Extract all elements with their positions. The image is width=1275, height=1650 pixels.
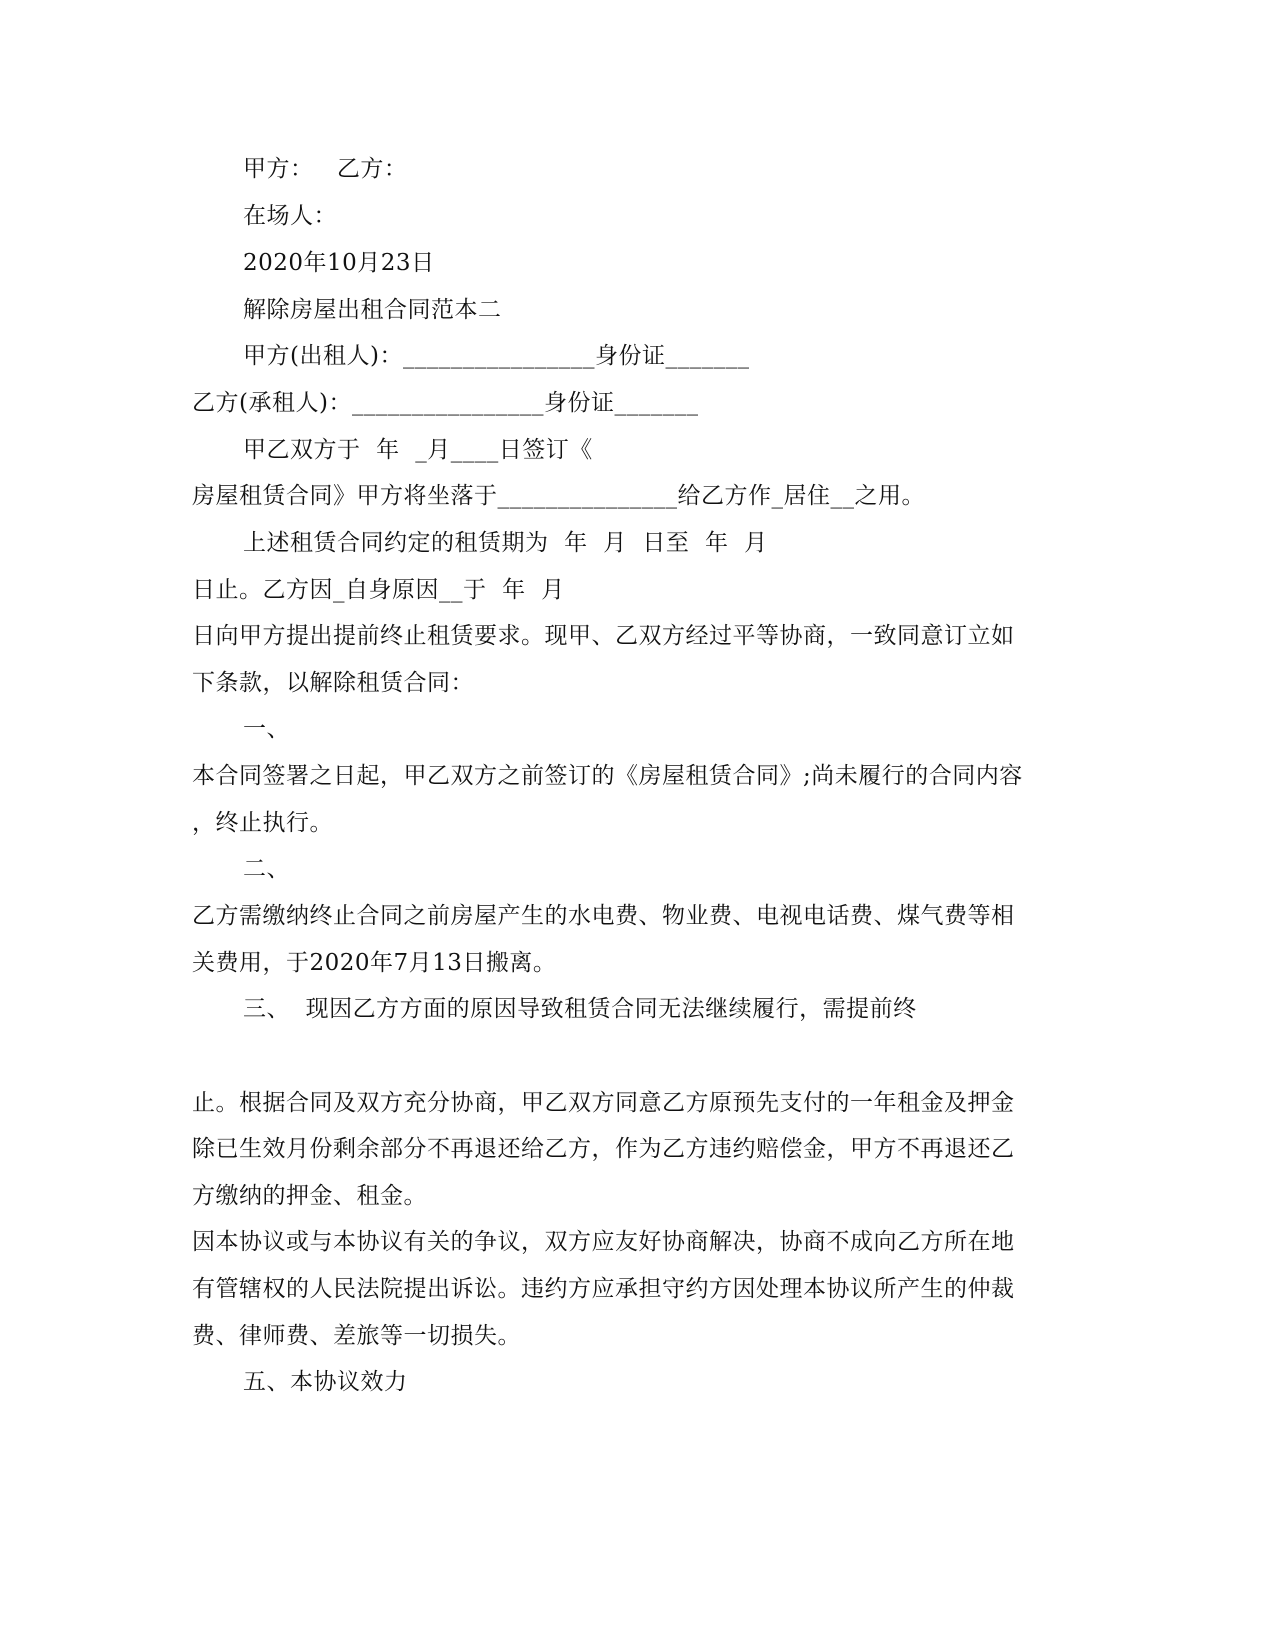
document-title: 解除房屋出租合同范本二	[243, 297, 502, 323]
witness-line: 在场人：	[243, 203, 337, 229]
body-line: 费、律师费、差旅等一切损失。	[192, 1323, 521, 1349]
body-line: 有管辖权的人民法院提出诉讼。违约方应承担守约方因处理本协议所产生的仲裁	[192, 1276, 1015, 1302]
party-signature-line: 甲方： 乙方：	[243, 156, 408, 182]
body-line: 关费用，于2020年7月13日搬离。	[192, 950, 557, 976]
body-line: 下条款，以解除租赁合同：	[192, 670, 474, 696]
body-line: 方缴纳的押金、租金。	[192, 1183, 427, 1209]
body-line: 除已生效月份剩余部分不再退还给乙方，作为乙方违约赔偿金，甲方不再退还乙	[192, 1136, 1015, 1162]
body-line: 上述租赁合同约定的租赁期为 年 月 日至 年 月	[243, 530, 768, 556]
body-line: 日止。乙方因_自身原因__于 年 月	[192, 577, 565, 603]
clause-heading: 五、本协议效力	[243, 1369, 408, 1395]
body-line: 日向甲方提出提前终止租赁要求。现甲、乙双方经过平等协商，一致同意订立如	[192, 623, 1015, 649]
body-line: 甲乙双方于 年 _月____日签订《	[243, 437, 593, 463]
body-line: 乙方需缴纳终止合同之前房屋产生的水电费、物业费、电视电话费、煤气费等相	[192, 903, 1015, 929]
body-line: 本合同签署之日起，甲乙双方之前签订的《房屋租赁合同》;尚未履行的合同内容	[192, 763, 1023, 789]
clause-heading: 三、 现因乙方方面的原因导致租赁合同无法继续履行，需提前终	[243, 996, 917, 1022]
body-line: ，终止执行。	[192, 810, 333, 836]
clause-heading: 一、	[243, 716, 290, 742]
lessee-line: 乙方(承租人)：________________身份证_______	[192, 390, 699, 416]
body-line: 止。根据合同及双方充分协商，甲乙双方同意乙方原预先支付的一年租金及押金	[192, 1090, 1015, 1116]
body-line: 房屋租赁合同》甲方将坐落于_______________给乙方作_居住__之用。	[192, 483, 925, 509]
body-line: 因本协议或与本协议有关的争议，双方应友好协商解决，协商不成向乙方所在地	[192, 1229, 1015, 1255]
date-line: 2020年10月23日	[243, 250, 435, 276]
clause-heading: 二、	[243, 856, 290, 882]
lessor-line: 甲方(出租人)：________________身份证_______	[243, 343, 750, 369]
